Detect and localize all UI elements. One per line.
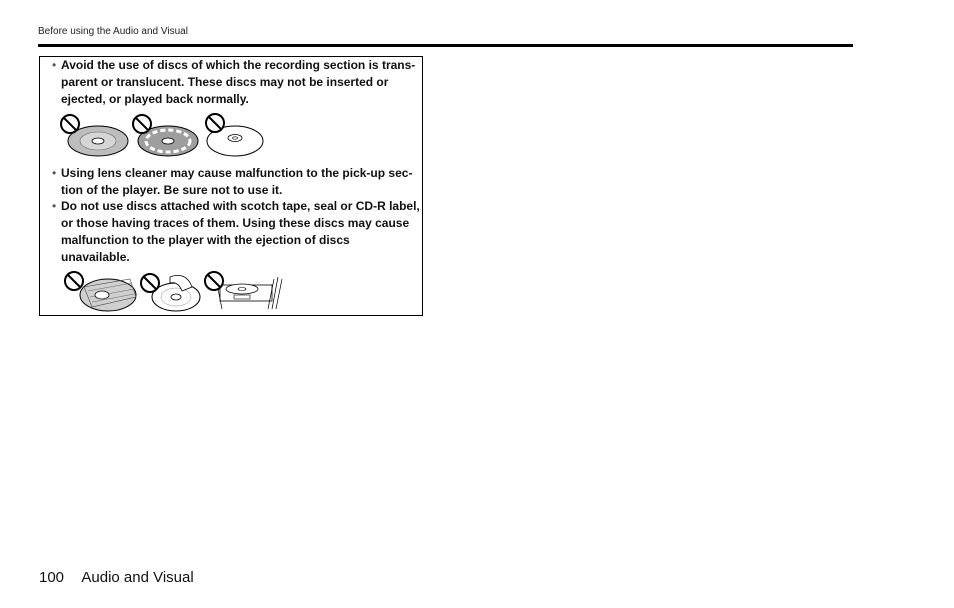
header-rule [38,44,853,47]
prohibited-icon [65,272,83,290]
caution-item-taped-discs [52,198,420,266]
prohibited-icon [206,114,224,132]
prohibited-icon [61,115,79,133]
transparent-disc-illustration [58,111,268,159]
caution-box [39,56,423,316]
page-footer [39,569,194,586]
page-number: 100 [39,569,65,586]
caution-item-text: Using lens cleaner may cause malfunction to the pick-up sec-tion of the player. Be sure not to use it. [61,166,413,197]
disc-in-player-slot [216,277,282,309]
bullet-dot: • [52,166,57,180]
bullet-dot: • [52,199,57,213]
caution-item-transparent-discs [52,57,420,108]
caution-item-lens-cleaner [52,165,420,199]
caution-item-text: Avoid the use of discs of which the recording section is trans-parent or translucent. These discs may not be inserted or ejected, or played back normally. [61,58,416,106]
prohibited-icon [141,274,159,292]
taped-disc-illustration [58,269,288,315]
prohibited-icon [133,115,151,133]
running-header: Before using the Audio and Visual [38,26,188,37]
bullet-dot: • [52,58,57,72]
prohibited-icon [205,272,223,290]
footer-section-title: Audio and Visual [81,569,194,586]
disc-with-label [80,279,136,311]
caution-item-text: Do not use discs attached with scotch tape, seal or CD-R label, or those having traces of them. Using these discs may cause malfunction to the player with the ejection of discs unavailable. [61,199,420,264]
